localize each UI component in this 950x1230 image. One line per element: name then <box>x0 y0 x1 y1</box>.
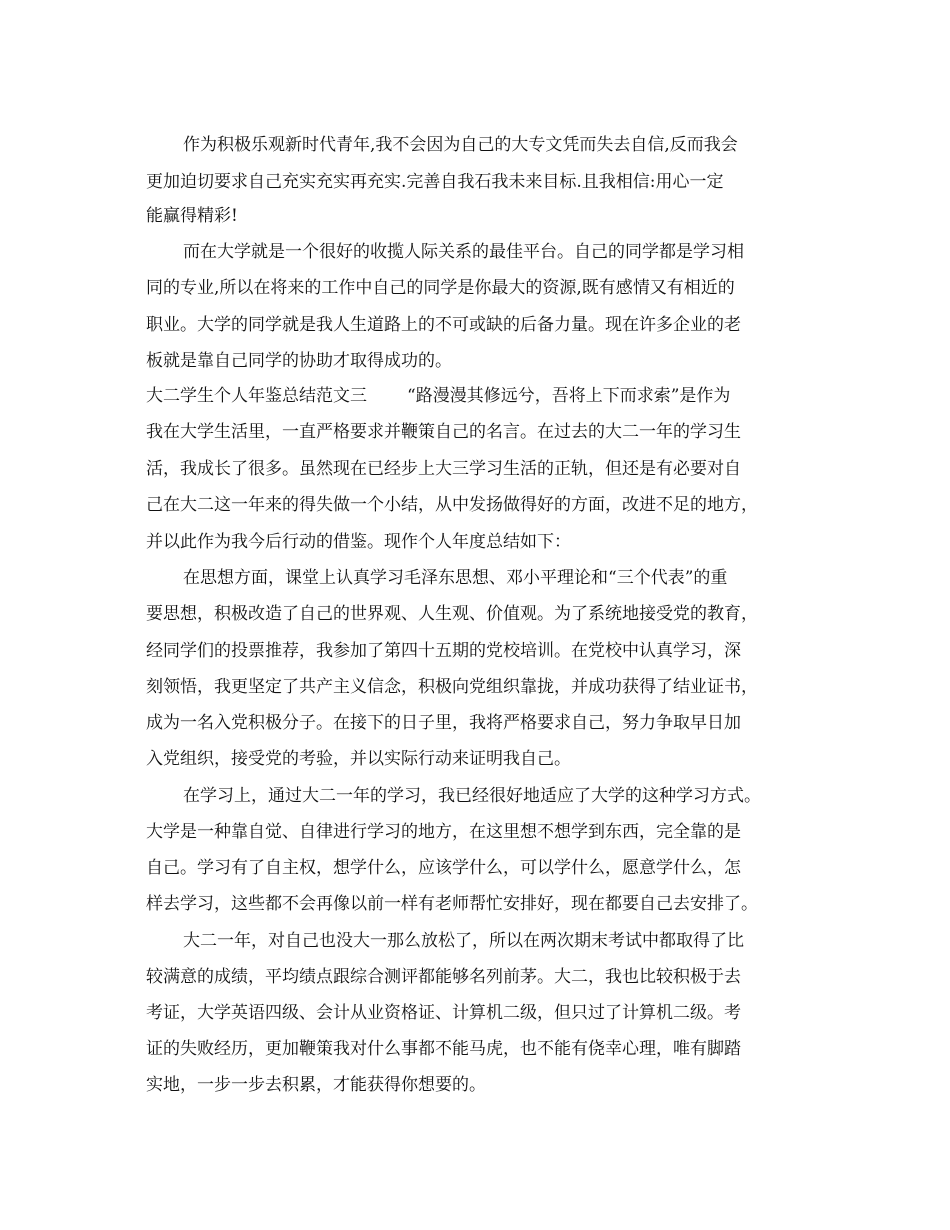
text-line: “路漫漫其修远兮，吾将上下而求索”是作为 <box>407 386 731 406</box>
text-line: 己在大二这一年来的得失做一个小结，从中发扬做得好的方面，改进不足的地方， <box>146 495 758 515</box>
text-line: 成为一名入党积极分子。在接下的日子里，我将严格要求自己，努力争取早日加 <box>146 713 741 733</box>
section-heading-line <box>146 381 730 411</box>
text-line: 作为积极乐观新时代青年,我不会因为自己的大专文凭而失去自信,反而我会 <box>183 135 738 155</box>
text-line: 自己。学习有了自主权，想学什么，应该学什么，可以学什么，愿意学什么，怎 <box>146 858 741 878</box>
section-heading: 大二学生个人年鉴总结范文三 <box>146 386 367 406</box>
text-line: 在思想方面，课堂上认真学习毛泽东思想、邓小平理论和“三个代表”的重 <box>183 568 728 588</box>
text-line: 大学是一种靠自觉、自律进行学习的地方，在这里想不想学到东西，完全靠的是 <box>146 822 741 842</box>
text-line: 职业。大学的同学就是我人生道路上的不可或缺的后备力量。现在许多企业的老 <box>146 315 741 335</box>
text-line: 刻领悟，我更坚定了共产主义信念，积极向党组织靠拢，并成功获得了结业证书， <box>146 677 758 697</box>
text-line: 我在大学生活里，一直严格要求并鞭策自己的名言。在过去的大二一年的学习生 <box>146 422 741 442</box>
text-line: 同的专业,所以在将来的工作中自己的同学是你最大的资源,既有感情又有相近的 <box>146 278 735 298</box>
text-line: 较满意的成绩，平均绩点跟综合测评都能够名列前茅。大二，我也比较积极于去 <box>146 967 741 987</box>
text-line: 大二一年，对自己也没大一那么放松了，所以在两次期末考试中都取得了比 <box>183 931 744 951</box>
text-line: 能赢得精彩! <box>146 206 238 226</box>
text-line: 考证，大学英语四级、会计从业资格证、计算机二级，但只过了计算机二级。考 <box>146 1003 741 1023</box>
text-line: 活，我成长了很多。虽然现在已经步上大三学习生活的正轨，但还是有必要对自 <box>146 459 741 479</box>
text-line: 更加迫切要求自己充实充实再充实.完善自我石我未来目标.且我相信:用心一定 <box>146 172 724 192</box>
text-line: 而在大学就是一个很好的收揽人际关系的最佳平台。自己的同学都是学习相 <box>183 242 744 262</box>
text-line: 实地，一步一步去积累，才能获得你想要的。 <box>146 1075 486 1095</box>
text-line: 并以此作为我今后行动的借鉴。现作个人年度总结如下： <box>146 532 571 552</box>
text-line: 在学习上，通过大二一年的学习，我已经很好地适应了大学的这种学习方式。 <box>183 786 761 806</box>
text-line: 经同学们的投票推荐，我参加了第四十五期的党校培训。在党校中认真学习，深 <box>146 641 741 661</box>
text-line: 要思想，积极改造了自己的世界观、人生观、价值观。为了系统地接受党的教育， <box>146 604 758 624</box>
text-line: 证的失败经历，更加鞭策我对什么事都不能马虎，也不能有侥幸心理，唯有脚踏 <box>146 1039 741 1059</box>
text-line: 入党组织，接受党的考验，并以实际行动来证明我自己。 <box>146 749 571 769</box>
text-line: 板就是靠自己同学的协助才取得成功的。 <box>146 351 452 371</box>
text-line: 样去学习，这些都不会再像以前一样有老师帮忙安排好，现在都要自己去安排了。 <box>146 894 758 914</box>
